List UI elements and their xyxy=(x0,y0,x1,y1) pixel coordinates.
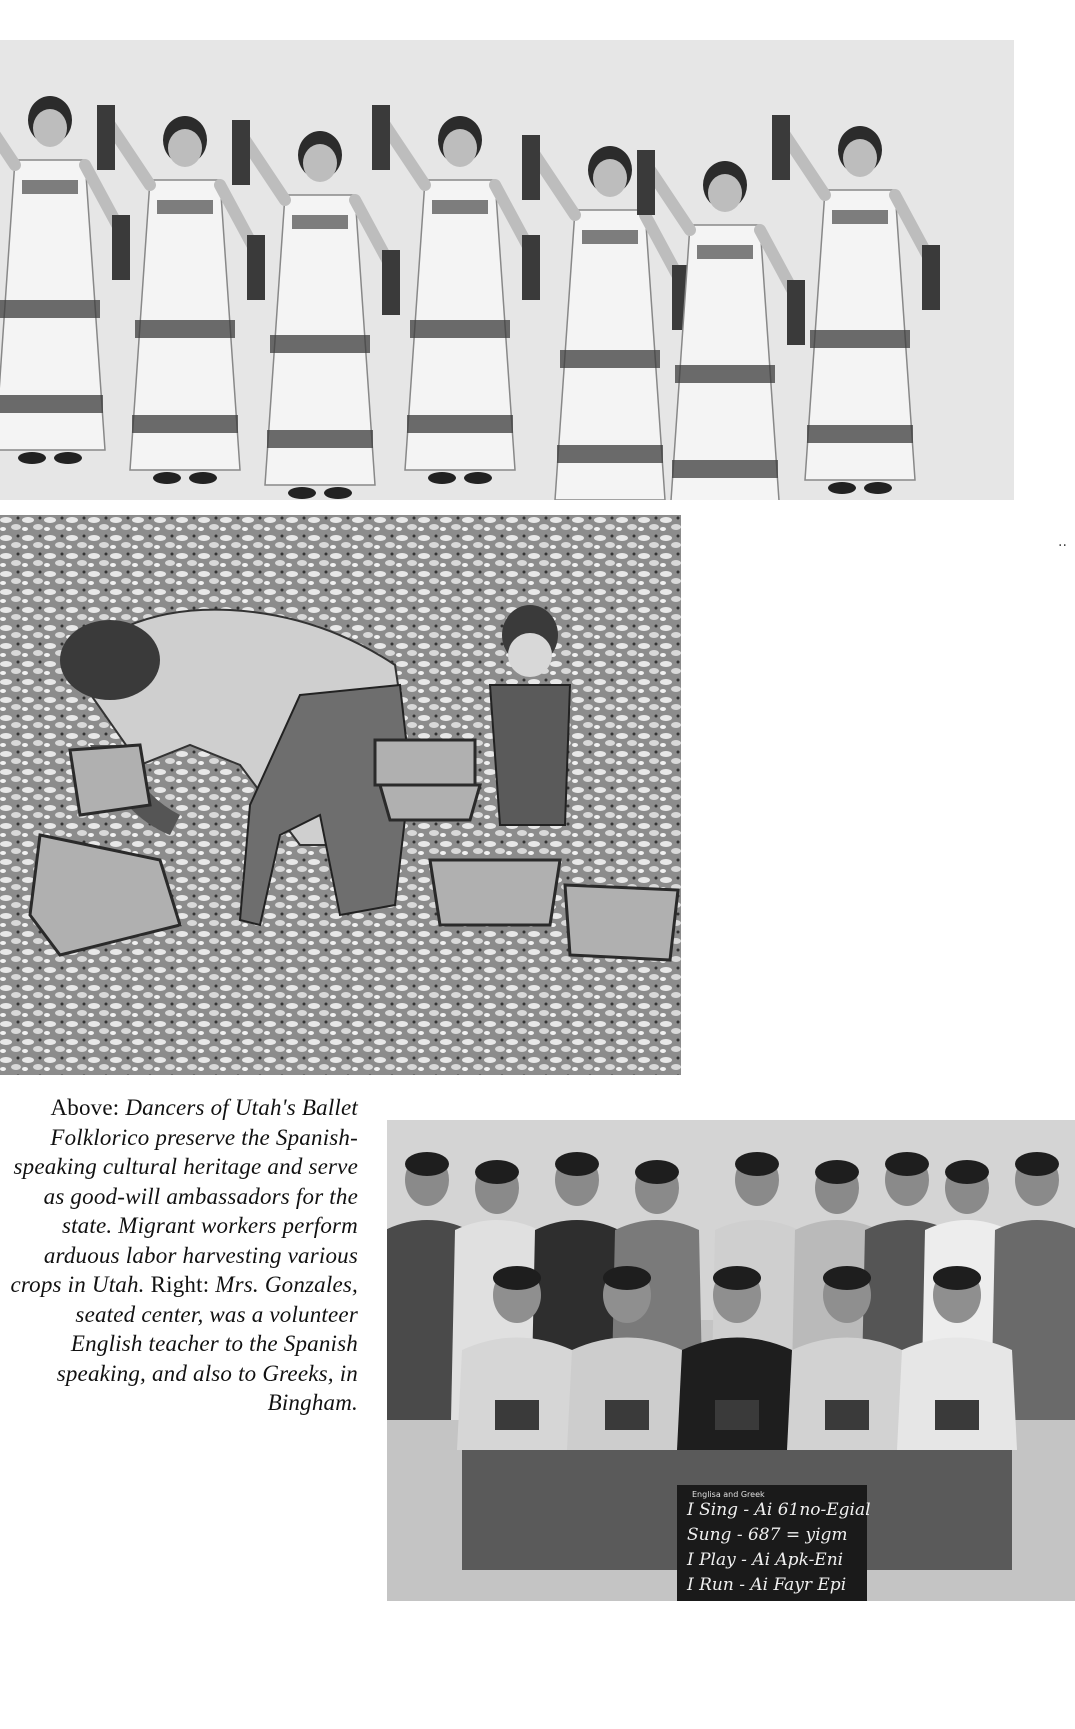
chalkboard-line-3: I Play - Ai Apk-Eni xyxy=(687,1550,844,1570)
chalkboard xyxy=(677,1485,871,1601)
chalkboard-line-2: Sung - 687 = yigm xyxy=(687,1525,848,1545)
english-class-photo xyxy=(387,1120,1075,1601)
chalkboard-line-4: I Run - Ai Fayr Epi xyxy=(687,1575,847,1595)
chalkboard-heading: Englisa and Greek xyxy=(692,1490,765,1499)
chalkboard-line-1: I Sing - Ai 61no-Egial xyxy=(687,1500,871,1520)
migrant-workers-photo xyxy=(0,515,681,1075)
class-illustration xyxy=(387,1120,1075,1601)
caption-right-text: Mrs. Gonzales, seated center, was a volunteer English teacher to the Spanish speaking, and also to Greeks, in Bingham. xyxy=(56,1272,358,1415)
dancers-photo xyxy=(0,40,1014,500)
photo-caption xyxy=(0,1093,358,1418)
caption-above-label: Above: xyxy=(50,1095,120,1120)
scan-mark: ·· xyxy=(1058,538,1067,554)
workers-illustration xyxy=(0,515,681,1075)
dancers-illustration xyxy=(0,40,1014,500)
caption-right-label: Right: xyxy=(150,1272,210,1297)
caption-above-text: Dancers of Utah's Ballet Folklorico preserve the Spanish-speaking cultural heritage and serve as good-will ambassadors for the state. Migrant workers perform arduous labor harvesting various crops in Utah. xyxy=(10,1095,358,1297)
